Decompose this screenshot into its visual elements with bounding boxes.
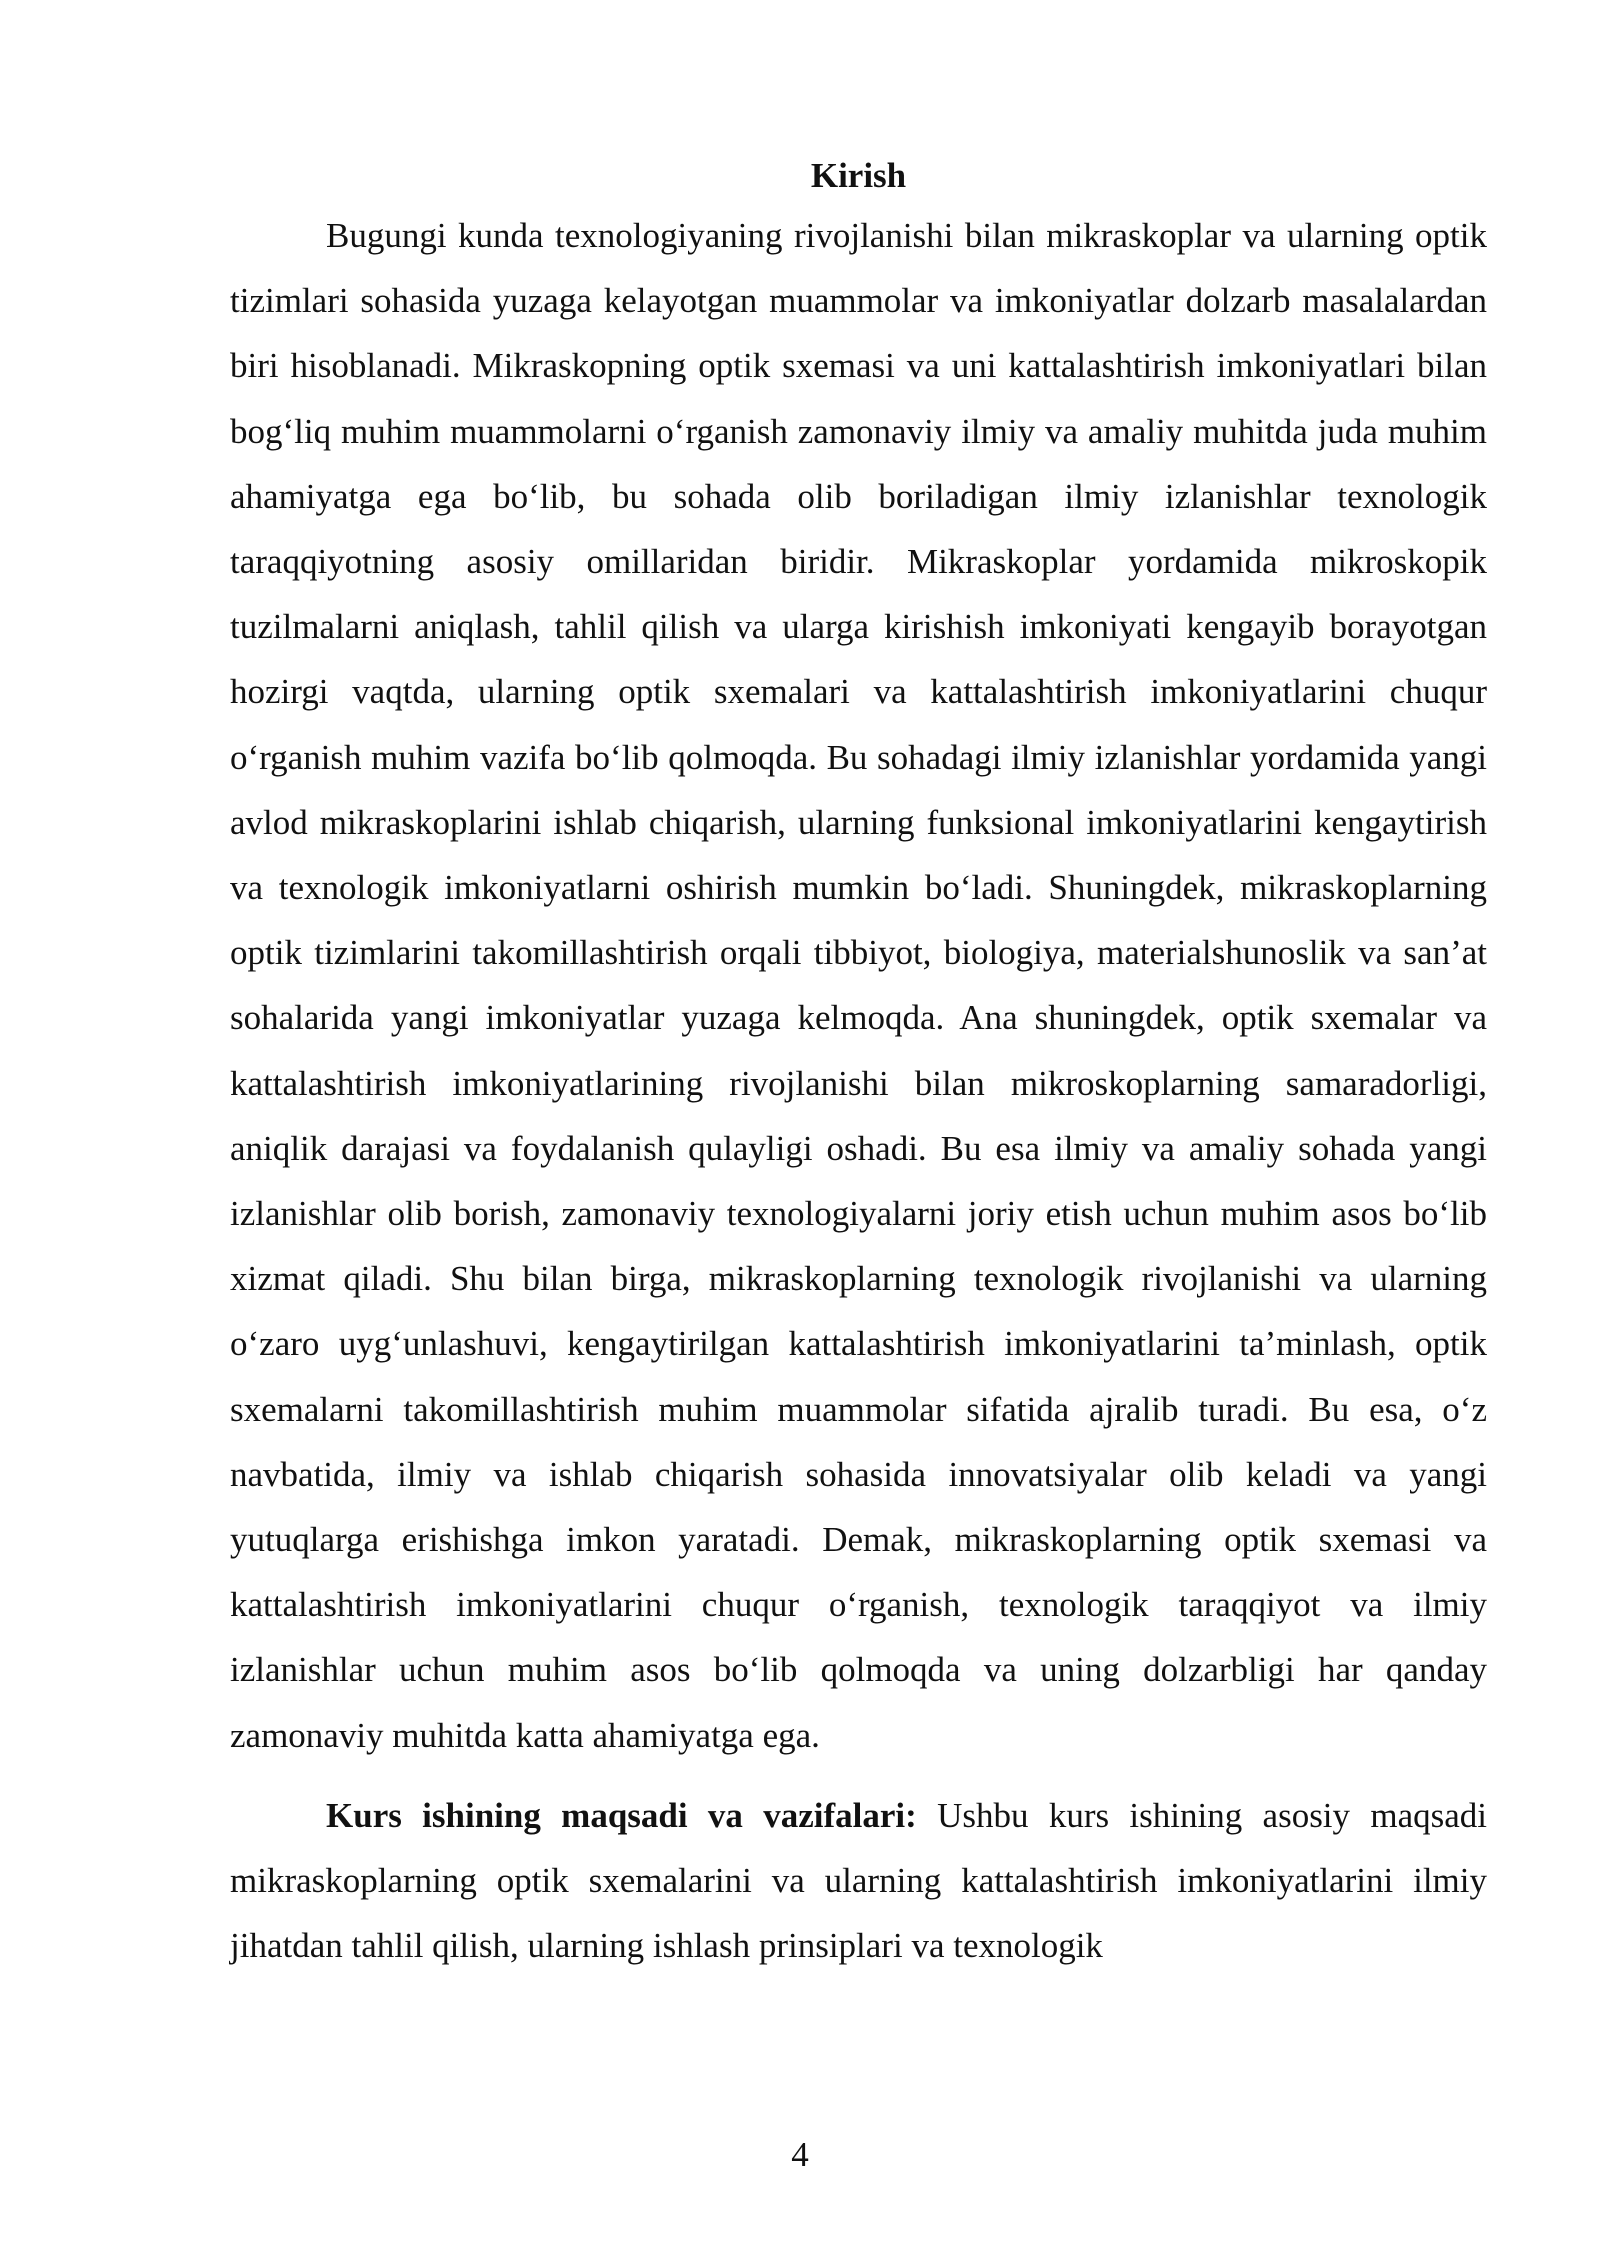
page-content: [230, 148, 1487, 1978]
goals-paragraph-body: Ushbu kurs ishining asosiy maqsadi mikraskoplarning optik sxemalarini va ularning kattalashtirish imkoniyatlarini ilmiy jihatdan tahlil qilish, ularning ishlash prinsiplari va texnologik: [230, 1795, 1487, 1966]
section-heading: Kirish: [810, 156, 907, 195]
goals-paragraph-lead: Kurs ishining maqsadi va vazifalari:: [326, 1795, 917, 1835]
page-number: 4: [791, 2135, 809, 2174]
introduction-paragraph: Bugungi kunda texnologiyaning rivojlanishi bilan mikraskoplar va ularning optik tizimlari sohasida yuzaga kelayotgan muammolar va imkoniyatlar dolzarb masalalardan biri hisoblanadi. Mikraskopning optik sxemasi va uni kattalashtirish imkoniyatlari bilan bog‘liq muhim muammolarni o‘rganish zamonaviy ilmiy va amaliy muhitda juda muhim ahamiyatga ega bo‘lib, bu sohada olib boriladigan ilmiy izlanishlar texnologik taraqqiyotning asosiy omillaridan biridir. Mikraskoplar yordamida mikroskopik tuzilmalarni aniqlash, tahlil qilish va ularga kirishish imkoniyati kengayib borayotgan hozirgi vaqtda, ularning optik sxemalari va kattalashtirish imkoniyatlarini chuqur o‘rganish muhim vazifa bo‘lib qolmoqda. Bu sohadagi ilmiy izlanishlar yordamida yangi avlod mikraskoplarini ishlab chiqarish, ularning funksional imkoniyatlarini kengaytirish va texnologik imkoniyatlarni oshirish mumkin bo‘ladi. Shuningdek, mikraskoplarning optik tizimlarini takomillashtirish orqali tibbiyot, biologiya, materialshunoslik va san’at sohalarida yangi imkoniyatlar yuzaga kelmoqda. Ana shuningdek, optik sxemalar va kattalashtirish imkoniyatlarining rivojlanishi bilan mikroskoplarning samaradorligi, aniqlik darajasi va foydalanish qulayligi oshadi. Bu esa ilmiy va amaliy sohada yangi izlanishlar olib borish, zamonaviy texnologiyalarni joriy etish uchun muhim asos bo‘lib xizmat qiladi. Shu bilan birga, mikraskoplarning texnologik rivojlanishi va ularning o‘zaro uyg‘unlashuvi, kengaytirilgan kattalashtirish imkoniyatlarini ta’minlash, optik sxemalarni takomillashtirish muhim muammolar sifatida ajralib turadi. Bu esa, o‘z navbatida, ilmiy va ishlab chiqarish sohasida innovatsiyalar olib keladi va yangi yutuqlarga erishishga imkon yaratadi. Demak, mikraskoplarning optik sxemasi va kattalashtirish imkoniyatlarini chuqur o‘rganish, texnologik taraqqiyot va ilmiy izlanishlar uchun muhim asos bo‘lib qolmoqda va uning dolzarbligi har qanday zamonaviy muhitda katta ahamiyatga ega.: [230, 216, 1487, 1755]
goals-paragraph: [230, 1783, 1487, 1979]
